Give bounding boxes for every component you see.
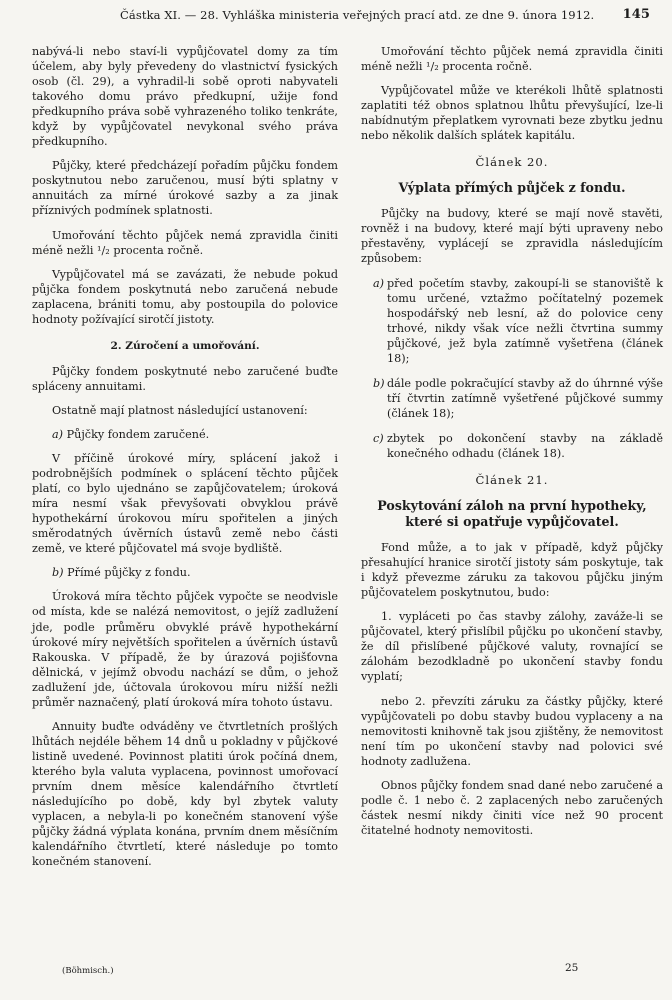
paragraph: Umořování těchto půjček nemá zpravidla činiti méně nežli ¹/₂ procenta ročně. [361, 45, 663, 74]
subsection-a-heading [32, 427, 338, 442]
section-heading: 2. Zúročení a umořování. [110, 339, 260, 352]
paragraph: nabývá-li nebo staví-li vypůjčovatel domy za tím účelem, aby byly převedeny do vlastnictví fysických osob (čl. 29), a vyhradil-li sobě oproti nabyvateli takového domu právo předkupní, užije fond předkupního práva sobě vyhrazeného toliko tenkráte, když by vypůjčovatel nevykonal svého práva předkupního. [32, 45, 338, 149]
paragraph: Půjčky fondem poskytnuté nebo zaručené buďte spláceny annuitami. [32, 364, 338, 393]
paragraph: Půjčky, které předcházejí pořadím půjčku fondem poskytnutou nebo zaručenou, musí býti splatny v annuitách za mírné úrokové sazby a za jinak příznivých podmínek splatnosti. [32, 159, 338, 218]
paragraph: Úroková míra těchto půjček vypočte se neodvisle od místa, kde se nalézá nemovitost, o jejíž zadlužení jde, podle průměru obvyklé právě hypothekární úrokové míry největších spořitelen a úvěrních ústavů Rakouska. V případě, že by úrazová pojišťovna dělnická, v jejímž obvodu nachází se dům, o jehož zadlužení jde, účtovala úrokovou míru nižší nežli průměr naznačený, platí úroková míra tohoto ústavu. [32, 590, 338, 709]
list-text: zbytek po dokončení stavby na základě konečného odhadu (článek 18). [387, 431, 663, 460]
list-item: b) dále podle pokračující stavby až do úhrnné výše tří čtvrtin zatímně vyšetřené půjčkové summy (článek 18); [373, 376, 663, 420]
paragraph: Obnos půjčky fondem snad dané nebo zaručené a podle č. 1 nebo č. 2 zaplacených nebo zaručených částek nesmí nikdy činiti více než 90 procent čitatelné hodnoty nemovitosti. [361, 778, 663, 837]
paragraph: Annuity buďte odváděny ve čtvrtletních prošlých lhůtách nejdéle během 14 dnů u pokladny v půjčkové listině uvedené. Povinnost platiti úrok počíná dnem, kterého byla valuta vyplacena, povinnost umořovací prvním dnem měsíce kalendářního čtvrtletí následujícího po době, kdy byl zbytek valuty vyplacen, a nebyla-li po konečném stanovení výše půjčky žádná výplata konána, prvním dnem měsíčním kalendářního čtvrtletí, které následuje po tomto konečném stanovení. [32, 719, 338, 869]
subsection-label: b) [52, 566, 64, 580]
paragraph: nebo 2. převzíti záruku za částky půjčky, které vypůjčovateli po dobu stavby budou vyplaceny a na nemovitosti knihovně tak jsou zjištěny, že nemovitost není tím po ukončení stavby nad polovici své hodnoty zadlužena. [361, 694, 663, 768]
paragraph: Vypůjčovatel může ve kterékoli lhůtě splatnosti zaplatiti též obnos splatnou lhůtu převyšující, lze-li nabídnutým přeplatkem vyrovnati beze zbytku jednu nebo několik dalších splátek kapitálu. [361, 84, 663, 143]
subsection-label: a) [52, 427, 64, 441]
paragraph: Fond může, a to jak v případě, když půjčky přesahující hranice sirotčí jistoty sám poskytuje, tak i když převezme záruku za takovou půjčku jiným půjčovatelem poskytnutou, budo: [361, 541, 663, 600]
page-header [120, 8, 650, 24]
list-item: a) před početím stavby, zakoupí-li se stanoviště k tomu určené, vztažmo počítatelný pozemek hospodářský neb lesní, až do polovice ceny trhové, nikdy však více nežli čtvrtina summy půjčkové, jež byla zatímně vyšetřena (článek 18); [373, 276, 663, 365]
running-title: Částka XI. — 28. Vyhláška ministeria veřejných prací atd. ze dne 9. února 1912. [120, 8, 595, 22]
list-text: před početím stavby, zakoupí-li se stanoviště k tomu určené, vztažmo počítatelný pozemek hospodářský neb lesní, až do polovice ceny trhové, nikdy však více nežli čtvrtina summy půjčkové, jež byla zatímně vyšetřena (článek 18); [387, 276, 663, 365]
paragraph: V příčině úrokové míry, splácení jakož i podrobnějších podmínek o splácení těchto půjček platí, co bylo ujednáno se zapůjčovatelem; úroková míra nesmí však převyšovati obvyklou právě hypothekární úrokovou míru spořitelen a jiných směrodatných úvěrních ústavů země nebo části země, ve které půjčovatel má svoje bydliště. [32, 452, 338, 556]
article-number: Článek 20. [475, 155, 549, 170]
page-number: 145 [622, 7, 650, 22]
subsection-title: Půjčky fondem zaručené. [66, 427, 210, 441]
paragraph: 1. vypláceti po čas stavby zálohy, zaváže-li se půjčovatel, který přislíbil půjčku po ukončení stavby, že díl přislíbené půjčkové valuty, rovnající se zálohám bezodkladně po ukončení stavby fondu vyplatí; [361, 610, 663, 684]
paragraph: Umořování těchto půjček nemá zpravidla činiti méně nežli ¹/₂ procenta ročně. [32, 228, 338, 257]
subsection-title: Přímé půjčky z fondu. [67, 566, 191, 580]
list-item: c) zbytek po dokončení stavby na základě konečného odhadu (článek 18). [373, 431, 663, 460]
signature-mark: 25 [565, 962, 579, 974]
paragraph: Ostatně mají platnost následující ustanovení: [52, 403, 308, 417]
article-title: Výplata přímých půjček z fondu. [398, 180, 626, 196]
article-number: Článek 21. [475, 473, 549, 488]
paragraph: Půjčky na budovy, které se mají nově stavěti, rovněž i na budovy, které mají býti upraveny nebo přestavěny, vyplácejí se zpravidla následujícím způsobem: [361, 207, 663, 266]
left-column [32, 44, 338, 878]
right-column [361, 44, 663, 847]
paragraph: Vypůjčovatel má se zavázati, že nebude pokud půjčka fondem poskytnutá nebo zaručená nebude zaplacena, brániti tomu, aby postoupila do polovice hodnoty požívající sirotčí jistoty. [32, 267, 338, 326]
printer-note: (Böhmisch.) [62, 966, 114, 976]
list-text: dále podle pokračující stavby až do úhrnné výše tří čtvrtin zatímně vyšetřené půjčkové summy (článek 18); [387, 376, 663, 420]
article-title: Poskytování záloh na první hypotheky, které si opatřuje vypůjčovatel. [377, 498, 647, 530]
subsection-b-heading [32, 565, 338, 580]
